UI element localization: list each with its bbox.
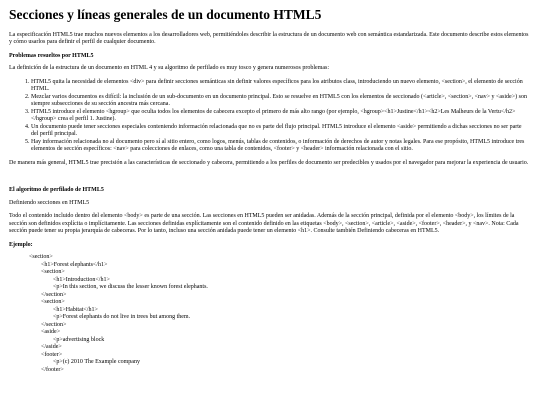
list-item: 4. Un documento puede tener secciones especiales conteniendo información relacionada que no es parte del flujo principal. HTML5 introduce el elemento <aside> permitiendo a dichas secciones no ser parte del perfil principal. [31, 124, 530, 139]
defining-sections-text: Todo el contenido incluido dentro del elemento <body> es parte de una sección. Las secciones en HTML5 pueden ser anidadas. Además de la sección principal, definida por el elemento <body>, los límites de la sección son definidos explícita o implícitamente. Las secciones definidas explícitamente son el contenido definido en las etiquetas <body>, <section>, <article>, <aside>, <footer>, <header>, y <nav>. Nota: Cada sección puede tener su propia jerarquía de cabeceras. Por lo tanto, incluso una sección anidada puede tener un elemento <h1>. Consulte también Definiendo cabeceras en HTML5. [9, 213, 519, 235]
list-item: 2. Mezclar varios documentos es difícil: la inclusión de un sub-documento en un documento principal. Esto se resuelve en HTML5 con los elementos de seccionado (<article>, <section>, <nav> y <aside>) son siempre subsecciones de su sección ancestra más cercana. [31, 94, 530, 109]
list-item: 1. HTML5 quita la necesidad de elementos <div> para definir secciones semánticas sin definir valores específicos para los atributos class, introduciendo un nuevo elemento, <section>, el elemento de sección HTML. [31, 79, 530, 94]
code-line: <section> [41, 299, 65, 306]
summary-paragraph: De manera más general, HTML5 trae precisión a las características de seccionado y cabecera, permitiendo a los perfiles de documento ser predecibles y usados por el navegador para mejorar la experiencia de usuario. [9, 159, 529, 166]
code-line: <section> [41, 269, 65, 276]
code-line: </section> [41, 321, 67, 328]
problems-intro: La definición de la estructura de un documento en HTML 4 y su algoritmo de perfilado es muy tosco y genera numerosos problemas: [9, 65, 330, 72]
intro-paragraph: La especificación HTML5 trae muchos nuevos elementos a los desarrolladores web, permitiéndoles describir la estructura de un documento web con semántica estandarizada. Este documento describe estos elementos y cómo usarlos para definir el perfil de cualquier documento. [9, 31, 529, 46]
list-item: 3. HTML5 introduce el elemento <hgroup> que oculta todos los elementos de cabecera excepto el primero de más alto rango (por ejemplo, <hgroup><h1>Justine</h1><h2>Les Malheurs de la Vertu</h2></hgroup> crea el perfil 1. Justine). [31, 109, 530, 124]
code-line: <h1>Introduction</h1> [53, 276, 110, 283]
code-line: <h1>Forest elephants</h1> [41, 261, 108, 268]
code-line: <section> [29, 254, 53, 261]
list-item: 5. Hay información relacionada no al documento pero sí al sitio entero, como logos, menús, tablas de contenidos, o información de derechos de autor y notas legales. Para ese propósito, HTML5 introduce tres elementos de sección específicos: <nav> para colecciones de enlaces, como una tabla de contenidos, <footer> y <header> información relacionada con el sitio. [31, 139, 530, 154]
page-title: Secciones y líneas generales de un documento HTML5 [9, 7, 322, 22]
code-line: <footer> [41, 351, 63, 358]
problems-heading: Problemas resueltos por HTML5 [9, 52, 94, 59]
code-line: </footer> [41, 366, 64, 373]
problems-list [9, 79, 530, 154]
code-line: </section> [41, 291, 67, 298]
code-line: <aside> [41, 329, 61, 336]
example-heading: Ejemplo: [9, 241, 33, 248]
code-example [9, 254, 530, 374]
algorithm-heading: El algoritmo de perfilado de HTML5 [9, 187, 104, 194]
defining-sections-heading: Definiendo secciones en HTML5 [9, 199, 90, 206]
code-line: <p>(c) 2010 The Example company [53, 359, 140, 366]
code-line: <p>In this section, we discuss the lesser known forest elephants. [53, 284, 208, 291]
code-line: <p>advertising block [53, 336, 105, 343]
code-line: </aside> [41, 344, 62, 351]
code-line: <p>Forest elephants do not live in trees but among them. [53, 314, 191, 321]
code-line: <h1>Habitat</h1> [53, 306, 98, 313]
